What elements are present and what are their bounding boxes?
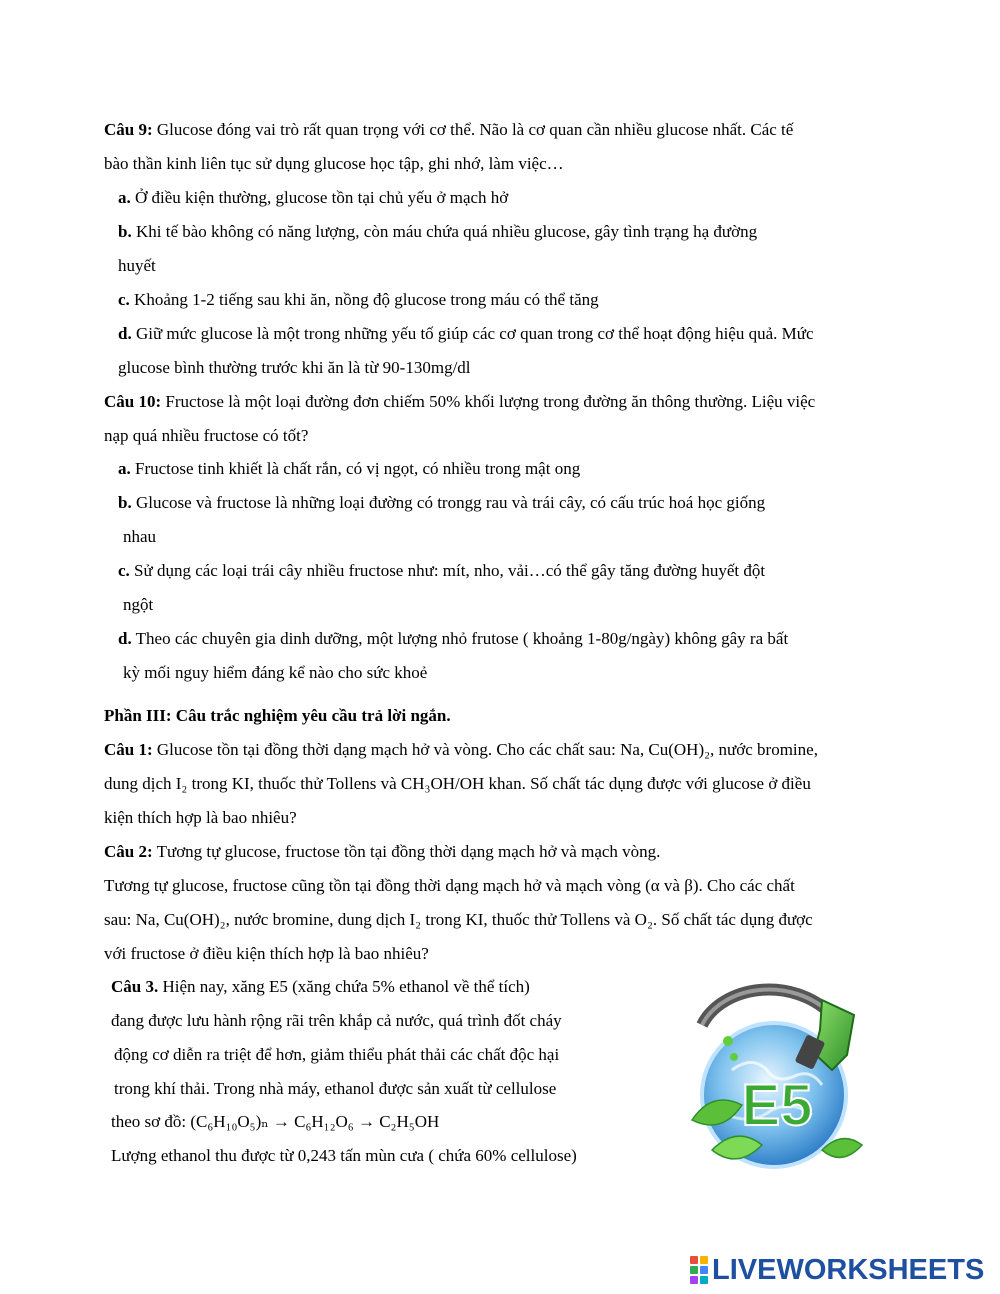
q9-option-d: d. Giữ mức glucose là một trong những yếu tố giúp các cơ quan trong cơ thể hoạt động hiệu quả. Mức	[118, 324, 814, 343]
p3q1-line-3: kiện thích hợp là bao nhiêu?	[104, 808, 297, 827]
q10-stem-line-1: Câu 10: Fructose là một loại đường đơn chiếm 50% khối lượng trong đường ăn thông thường. Liệu việc	[104, 392, 816, 411]
q10-option-c-cont: ngột	[123, 595, 154, 614]
q10-option-a: a. Fructose tinh khiết là chất rắn, có vị ngọt, có nhiều trong mật ong	[118, 459, 581, 478]
p3q3-line-4: trong khí thải. Trong nhà máy, ethanol được sản xuất từ cellulose	[114, 1079, 557, 1098]
q9-stem-line-2: bào thần kinh liên tục sử dụng glucose học tập, ghi nhớ, làm việc…	[104, 154, 564, 173]
p3q2-line-1: Câu 2: Tương tự glucose, fructose tồn tại đồng thời dạng mạch hở và mạch vòng.	[104, 842, 661, 861]
e5-fuel-globe-illustration	[682, 975, 866, 1175]
q9-option-b: b. Khi tế bào không có năng lượng, còn máu chứa quá nhiều glucose, gây tình trạng hạ đường	[118, 222, 758, 241]
p3q3-line-6: Lượng ethanol thu được từ 0,243 tấn mùn cưa ( chứa 60% cellulose)	[111, 1146, 577, 1165]
fuel-drop	[723, 1036, 733, 1046]
q10-option-b-cont: nhau	[123, 527, 157, 546]
q10-option-c: c. Sử dụng các loại trái cây nhiều fructose như: mít, nho, vải…có thể gây tăng đường huyết đột	[118, 561, 766, 580]
p3q1-line-1: Câu 1: Glucose tồn tại đồng thời dạng mạch hở và vòng. Cho các chất sau: Na, Cu(OH)₂, nước bromine,	[104, 740, 818, 759]
q9-label: Câu 9:	[104, 120, 153, 139]
p3q2-line-3: sau: Na, Cu(OH)₂, nước bromine, dung dịch I₂ trong KI, thuốc thử Tollens và O₂. Số chất tác dụng được	[104, 910, 813, 929]
p3q3-line-2: đang được lưu hành rộng rãi trên khắp cả nước, quá trình đốt cháy	[111, 1011, 562, 1030]
liveworksheets-logo-icon	[690, 1256, 708, 1284]
p3q3-line-1: Câu 3. Hiện nay, xăng E5 (xăng chứa 5% ethanol về thể tích)	[111, 977, 530, 996]
liveworksheets-watermark	[690, 1253, 984, 1287]
q10-option-d-cont: kỳ mối nguy hiểm đáng kể nào cho sức khoẻ	[123, 663, 428, 682]
part3-title: Phần III: Câu trắc nghiệm yêu cầu trả lời ngắn.	[104, 706, 451, 725]
q9-option-c: c. Khoảng 1-2 tiếng sau khi ăn, nồng độ glucose trong máu có thể tăng	[118, 290, 599, 309]
watermark-text: LIVEWORKSHEETS	[712, 1253, 985, 1286]
p3q2-line-4: với fructose ở điều kiện thích hợp là bao nhiêu?	[104, 944, 429, 963]
q10-label: Câu 10:	[104, 392, 162, 411]
q10-stem-line-2: nạp quá nhiều fructose có tốt?	[104, 426, 309, 445]
p3q1-line-2: dung dịch I₂ trong KI, thuốc thử Tollens và CH₃OH/OH khan. Số chất tác dụng được với glucose ở điều	[104, 774, 811, 793]
q9-option-b-cont: huyết	[118, 256, 156, 275]
q9-option-a: a. Ở điều kiện thường, glucose tồn tại chủ yếu ở mạch hở	[118, 188, 509, 207]
p3q3-line-3: động cơ diễn ra triệt để hơn, giảm thiểu phát thải các chất độc hại	[114, 1045, 560, 1064]
fuel-hose	[702, 990, 832, 1025]
q10-option-b: b. Glucose và fructose là những loại đường có trongg rau và trái cây, có cấu trúc hoá học giống	[118, 493, 766, 512]
e5-label: E5	[741, 1073, 813, 1138]
p3q3-label: Câu 3.	[111, 977, 159, 996]
q9-option-d-cont: glucose bình thường trước khi ăn là từ 90-130mg/dl	[118, 358, 471, 377]
p3q3-line-5: theo sơ đồ: (C₆H₁₀O₅)ₙ → C₆H₁₂O₆ → C₂H₅OH	[111, 1112, 440, 1131]
q10-option-d: d. Theo các chuyên gia dinh dưỡng, một lượng nhỏ frutose ( khoảng 1-80g/ngày) không gây ra bất	[118, 629, 789, 648]
p3q1-label: Câu 1:	[104, 740, 153, 759]
q9-stem-line-1: Câu 9: Glucose đóng vai trò rất quan trọng với cơ thể. Não là cơ quan cần nhiều glucose nhất. Các tế	[104, 120, 794, 139]
p3q2-line-2: Tương tự glucose, fructose cũng tồn tại đồng thời dạng mạch hở và mạch vòng (α và β). Cho các chất	[104, 876, 795, 895]
p3q2-label: Câu 2:	[104, 842, 153, 861]
